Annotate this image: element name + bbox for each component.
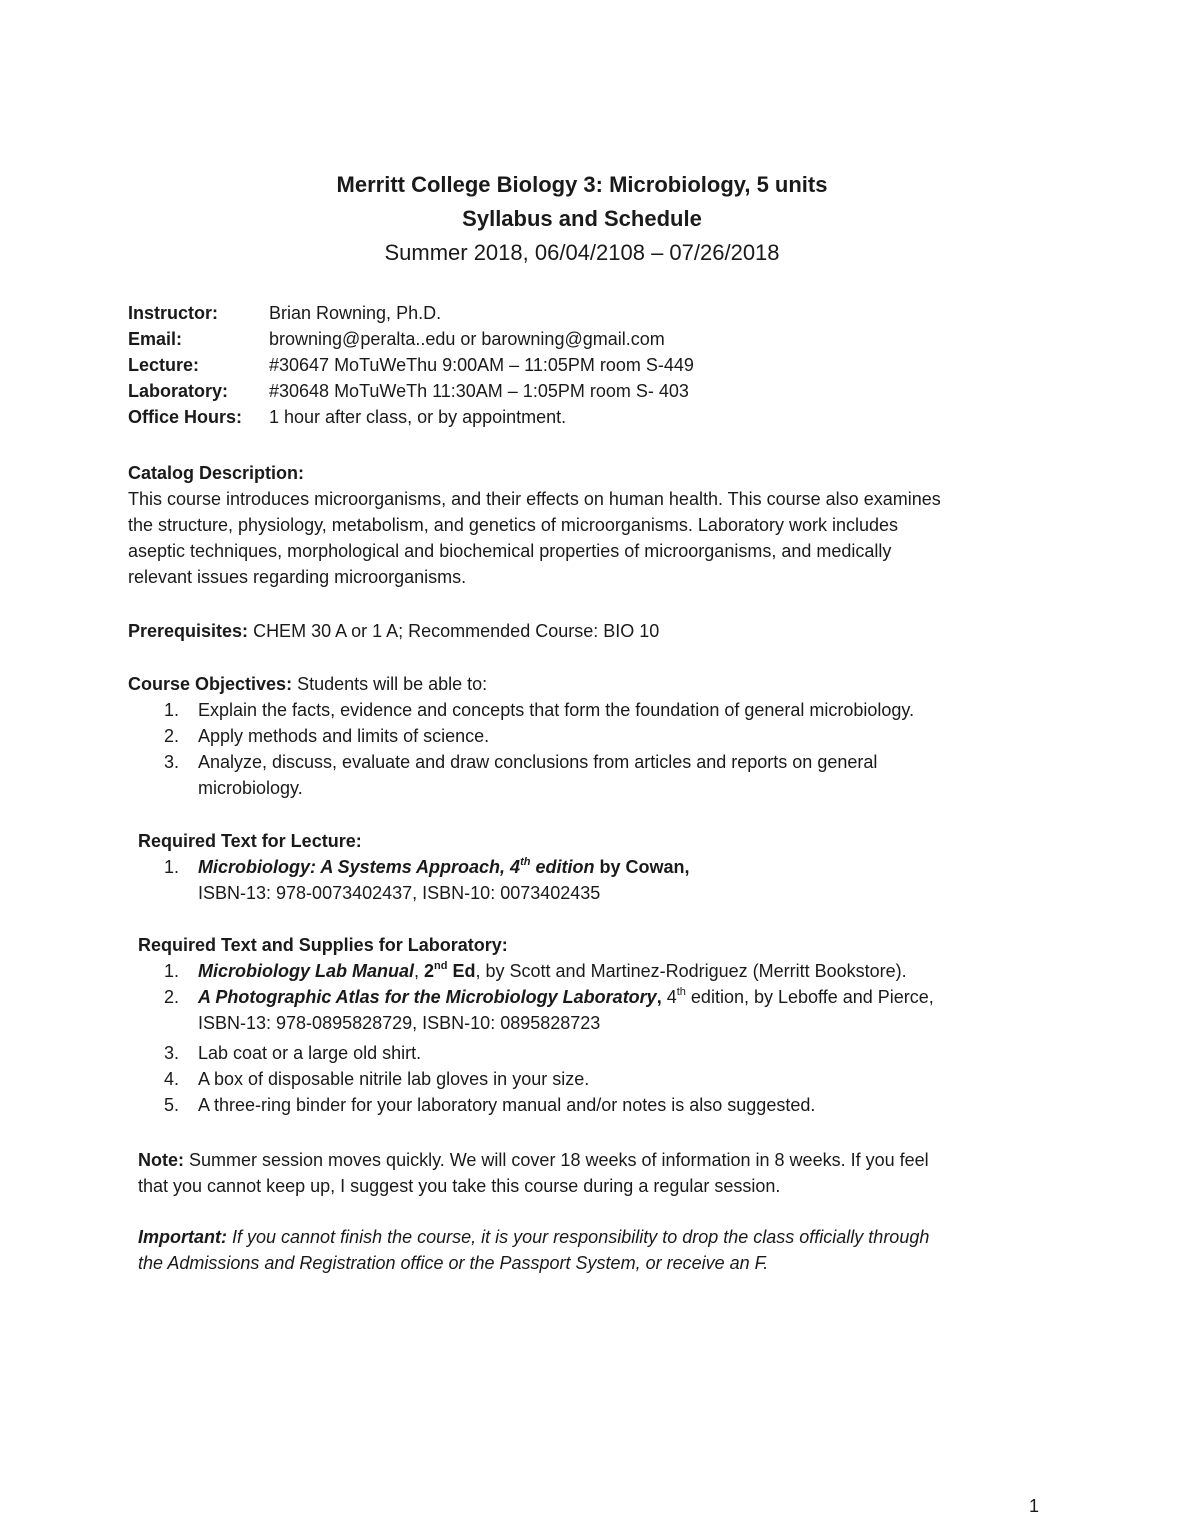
list-text: A three-ring binder for your laboratory manual and/or notes is also suggested. bbox=[198, 1095, 816, 1115]
prerequisites-text: CHEM 30 A or 1 A; Recommended Course: BIO 10 bbox=[248, 621, 660, 641]
info-row-email bbox=[128, 326, 694, 352]
separator: , bbox=[656, 987, 662, 1007]
info-value: #30648 MoTuWeTh 11:30AM – 1:05PM room S- 403 bbox=[269, 381, 689, 401]
edition-number: 2 bbox=[424, 961, 435, 981]
catalog-line: the structure, physiology, metabolism, and genetics of microorganisms. Laboratory work includes bbox=[128, 515, 899, 535]
book-title: Microbiology Lab Manual bbox=[198, 961, 415, 981]
list-item bbox=[138, 1066, 1058, 1092]
info-label: Lecture: bbox=[128, 355, 200, 375]
list-number: 5. bbox=[164, 1095, 180, 1115]
note-text: that you cannot keep up, I suggest you take this course during a regular session. bbox=[138, 1176, 781, 1196]
important-text: the Admissions and Registration office or the Passport System, or receive an F. bbox=[138, 1253, 769, 1273]
page-number: 1 bbox=[1029, 1496, 1040, 1516]
edition-superscript: nd bbox=[434, 960, 448, 972]
book-isbn: ISBN-13: 978-0073402437, ISBN-10: 0073402435 bbox=[198, 883, 601, 903]
title-block bbox=[0, 168, 1164, 270]
list-text: microbiology. bbox=[198, 778, 303, 798]
course-title: Merritt College Biology 3: Microbiology, 5 units bbox=[336, 172, 828, 197]
lecture-text-heading: Required Text for Lecture: bbox=[138, 831, 362, 851]
list-text: Lab coat or a large old shirt. bbox=[198, 1043, 422, 1063]
book-author: by Cowan, bbox=[594, 857, 690, 877]
syllabus-title: Syllabus and Schedule bbox=[462, 206, 702, 231]
info-value: 1 hour after class, or by appointment. bbox=[269, 407, 567, 427]
list-number: 3. bbox=[164, 752, 180, 772]
catalog-line: aseptic techniques, morphological and biochemical properties of microorganisms, and medically bbox=[128, 541, 892, 561]
book-details: , by Scott and Martinez-Rodriguez (Merritt Bookstore). bbox=[475, 961, 907, 981]
list-text: Apply methods and limits of science. bbox=[198, 726, 490, 746]
book-details: edition, by Leboffe and Pierce, bbox=[685, 987, 934, 1007]
list-item bbox=[128, 697, 1048, 723]
book-isbn: ISBN-13: 978-0895828729, ISBN-10: 0895828723 bbox=[198, 1013, 601, 1033]
note-label: Note: bbox=[138, 1150, 184, 1170]
info-label: Email: bbox=[128, 329, 183, 349]
edition-superscript: th bbox=[520, 856, 531, 868]
list-number: 1. bbox=[164, 700, 180, 720]
note-text: Summer session moves quickly. We will cover 18 weeks of information in 8 weeks. If you feel bbox=[184, 1150, 929, 1170]
edition-text: Ed bbox=[447, 961, 476, 981]
lab-text-list bbox=[138, 958, 1058, 1118]
lab-text-section bbox=[138, 932, 1058, 1118]
list-item bbox=[128, 723, 1048, 749]
list-item bbox=[128, 749, 1048, 801]
info-value: #30647 MoTuWeThu 9:00AM – 11:05PM room S-449 bbox=[269, 355, 694, 375]
important-label: Important: bbox=[138, 1227, 227, 1247]
list-number: 4. bbox=[164, 1069, 180, 1089]
course-objectives bbox=[128, 671, 1048, 801]
info-value: browning@peralta..edu or barowning@gmail.com bbox=[269, 329, 665, 349]
info-row-office-hours bbox=[128, 404, 694, 430]
prerequisites bbox=[128, 618, 1048, 644]
info-label: Instructor: bbox=[128, 303, 218, 323]
important-section bbox=[138, 1224, 1058, 1276]
edition-superscript: th bbox=[676, 986, 686, 998]
list-number: 1. bbox=[164, 961, 180, 981]
list-item bbox=[138, 958, 1058, 984]
note-section bbox=[138, 1147, 1058, 1199]
lecture-text-list bbox=[138, 854, 1058, 906]
separator: , bbox=[414, 961, 425, 981]
lecture-text-section bbox=[138, 828, 1058, 906]
info-label: Laboratory: bbox=[128, 381, 229, 401]
course-info bbox=[128, 300, 694, 430]
info-row-laboratory bbox=[128, 378, 694, 404]
list-item bbox=[138, 854, 1058, 906]
list-item bbox=[138, 1092, 1058, 1118]
list-text: A box of disposable nitrile lab gloves in your size. bbox=[198, 1069, 590, 1089]
edition-number: 4 bbox=[661, 987, 677, 1007]
list-text: Explain the facts, evidence and concepts that form the foundation of general microbiology. bbox=[198, 700, 915, 720]
catalog-heading: Catalog Description: bbox=[128, 463, 305, 483]
list-number: 2. bbox=[164, 987, 180, 1007]
list-text: Analyze, discuss, evaluate and draw conclusions from articles and reports on general bbox=[198, 752, 878, 772]
info-label: Office Hours: bbox=[128, 407, 243, 427]
catalog-line: This course introduces microorganisms, and their effects on human health. This course also examines bbox=[128, 489, 941, 509]
info-row-instructor bbox=[128, 300, 694, 326]
term-dates: Summer 2018, 06/04/2108 – 07/26/2018 bbox=[384, 240, 780, 265]
objectives-intro: Students will be able to: bbox=[292, 674, 488, 694]
info-row-lecture bbox=[128, 352, 694, 378]
important-text: If you cannot finish the course, it is your responsibility to drop the class officially through bbox=[227, 1227, 930, 1247]
list-number: 3. bbox=[164, 1043, 180, 1063]
list-number: 2. bbox=[164, 726, 180, 746]
objectives-label: Course Objectives: bbox=[128, 674, 293, 694]
catalog-line: relevant issues regarding microorganisms. bbox=[128, 567, 467, 587]
catalog-description bbox=[128, 460, 1048, 590]
book-title: Microbiology: A Systems Approach, 4 bbox=[198, 857, 521, 877]
prerequisites-label: Prerequisites: bbox=[128, 621, 249, 641]
objectives-list bbox=[128, 697, 1048, 801]
list-item bbox=[138, 984, 1058, 1036]
book-title: A Photographic Atlas for the Microbiology Laboratory bbox=[198, 987, 657, 1007]
list-item bbox=[138, 1040, 1058, 1066]
lab-text-heading: Required Text and Supplies for Laboratory: bbox=[138, 935, 508, 955]
list-number: 1. bbox=[164, 857, 180, 877]
info-value: Brian Rowning, Ph.D. bbox=[269, 303, 442, 323]
edition-text: edition bbox=[530, 857, 595, 877]
